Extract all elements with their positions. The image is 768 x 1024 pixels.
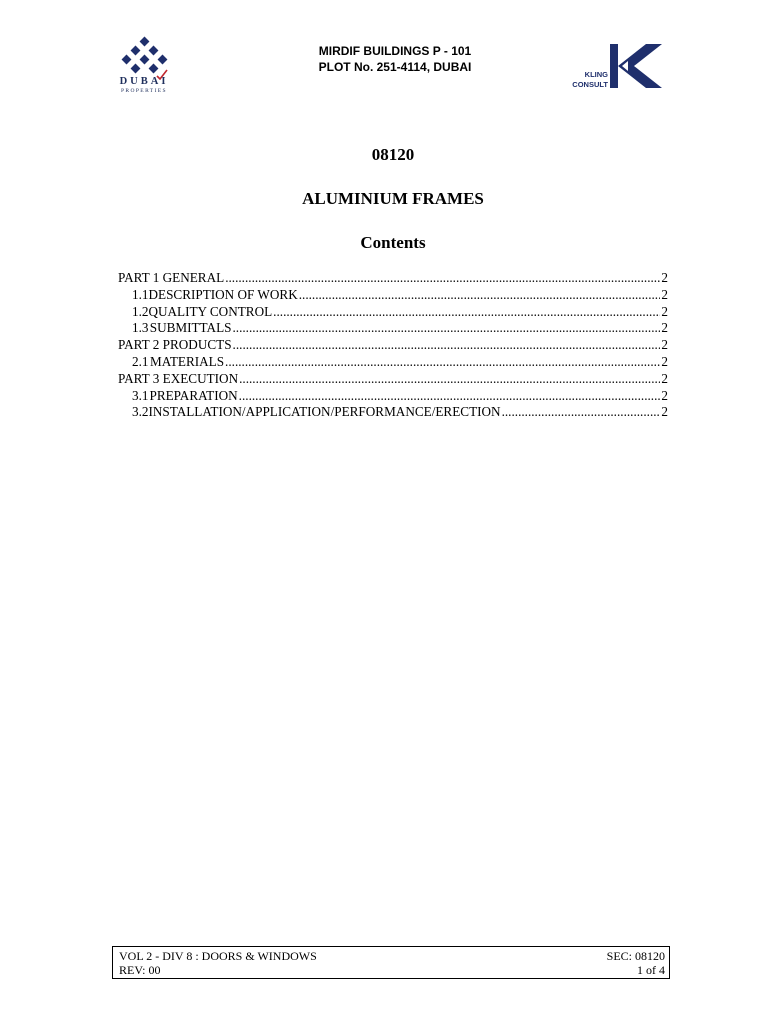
footer-left	[119, 949, 317, 977]
footer-right	[607, 949, 665, 977]
kling-consult-logo-text: KLING CONSULT	[572, 70, 608, 89]
project-plot: PLOT No. 251-4114, DUBAI	[318, 60, 472, 74]
toc-entry-part-3[interactable]: PART 3 EXECUTION ..... 2	[118, 371, 668, 388]
toc-entry-3-1[interactable]: 3.1 PREPARATION ..... 2	[118, 388, 668, 405]
footer-section: SEC: 08120	[606, 949, 665, 963]
footer-revision: REV: 00	[119, 963, 161, 977]
toc-entry-3-2[interactable]: 3.2 INSTALLATION/APPLICATION/PERFORMANCE/ERECTION ..... 2	[118, 404, 668, 421]
toc-entry-part-1[interactable]: PART 1 GENERAL ..... 2	[118, 270, 668, 287]
page-footer	[112, 946, 670, 979]
toc-entry-part-2[interactable]: PART 2 PRODUCTS ..... 2	[118, 337, 668, 354]
footer-volume: VOL 2 - DIV 8 : DOORS & WINDOWS	[119, 949, 317, 963]
dubai-logo-subtitle: PROPERTIES	[120, 88, 168, 94]
dubai-logo-word: DUBAI	[119, 76, 169, 87]
table-of-contents	[118, 270, 668, 421]
contents-heading: Contents	[360, 233, 426, 252]
section-number: 08120	[371, 145, 415, 164]
toc-entry-1-3[interactable]: 1.3 SUBMITTALS ..... 2	[118, 320, 668, 337]
toc-entry-1-1[interactable]: 1.1 DESCRIPTION OF WORK ..... 2	[118, 287, 668, 304]
section-title: ALUMINIUM FRAMES	[302, 189, 484, 208]
toc-entry-2-1[interactable]: 2.1 MATERIALS ..... 2	[118, 354, 668, 371]
project-name: MIRDIF BUILDINGS P - 101	[318, 44, 472, 58]
toc-entry-1-2[interactable]: 1.2 QUALITY CONTROL ..... 2	[118, 304, 668, 321]
project-header	[270, 43, 520, 75]
footer-page-number: 1 of 4	[637, 963, 665, 977]
